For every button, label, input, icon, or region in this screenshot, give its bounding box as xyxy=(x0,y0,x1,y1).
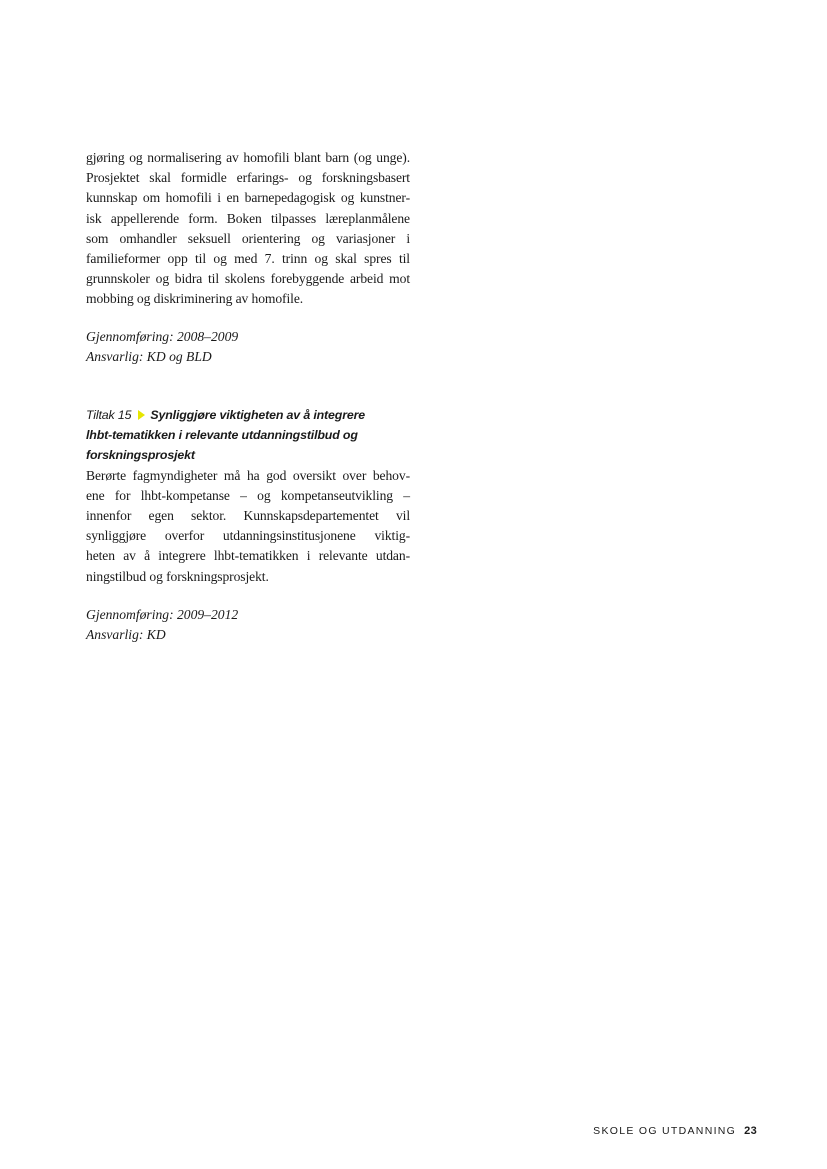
section1-meta-text xyxy=(86,327,410,367)
gjennomforing-text: Gjennomføring: 2009–2012 xyxy=(86,607,239,622)
paragraph-line: gjøring og normalisering av homofili blant barn (og unge). xyxy=(86,150,410,165)
paragraph-line: ene for lhbt-kompetanse – og kompetanseutvikling – xyxy=(86,487,410,503)
paragraph-line: Prosjektet skal formidle erfarings- og forskningsbasert xyxy=(86,170,410,186)
gjennomforing-text: Gjennomføring: 2008–2009 xyxy=(86,329,239,344)
tiltak15-meta-text xyxy=(86,605,410,645)
paragraph-line: mobbing og diskriminering av homofile. xyxy=(86,291,304,307)
tiltak15-heading-block xyxy=(86,405,410,587)
heading-title-line: lhbt-tematikken i relevante utdanningstilbud og xyxy=(86,428,358,443)
footer-section-name: SKOLE OG UTDANNING xyxy=(593,1125,737,1137)
ansvarlig-text: Ansvarlig: KD xyxy=(86,627,166,643)
tiltak15-meta xyxy=(86,605,410,645)
paragraph-line: isk appellerende form. Boken tilpasses læreplanmålene xyxy=(86,210,410,226)
heading-title-line: forskningsprosjekt xyxy=(86,448,195,463)
tiltak15-heading xyxy=(86,405,410,466)
paragraph-line: ningstilbud og forskningsprosjekt. xyxy=(86,568,269,584)
section1-paragraph xyxy=(86,148,410,310)
heading-line xyxy=(86,405,410,425)
section1-meta xyxy=(86,327,410,367)
paragraph-line: som omhandler seksuell orientering og variasjoner i xyxy=(86,230,410,246)
page-footer xyxy=(593,1125,757,1137)
paragraph-line: Berørte fagmyndigheter må ha god oversikt over behov- xyxy=(86,467,410,483)
tiltak-label: Tiltak 15 xyxy=(86,408,132,422)
paragraph-line: grunnskoler og bidra til skolens forebyggende arbeid mot xyxy=(86,271,410,287)
heading-title-line: Synliggjøre viktigheten av å integrere xyxy=(150,408,366,422)
page-number: 23 xyxy=(744,1125,757,1137)
paragraph-line: innenfor egen sektor. Kunnskapsdepartementet vil xyxy=(86,508,410,524)
paragraph-line: heten av å integrere lhbt-tematikken i relevante utdan- xyxy=(86,548,410,564)
paragraph-line: kunnskap om homofili i en barnepedagogisk og kunstner- xyxy=(86,190,410,206)
section1-paragraph-block xyxy=(86,148,410,310)
tiltak15-paragraph xyxy=(86,466,410,587)
paragraph-line: familieformer opp til og med 7. trinn og skal spres til xyxy=(86,251,410,267)
ansvarlig-text: Ansvarlig: KD og BLD xyxy=(86,349,212,365)
yellow-triangle-arrow-icon xyxy=(138,410,145,420)
paragraph-line: synliggjøre overfor utdanningsinstitusjonene viktig- xyxy=(86,528,410,544)
